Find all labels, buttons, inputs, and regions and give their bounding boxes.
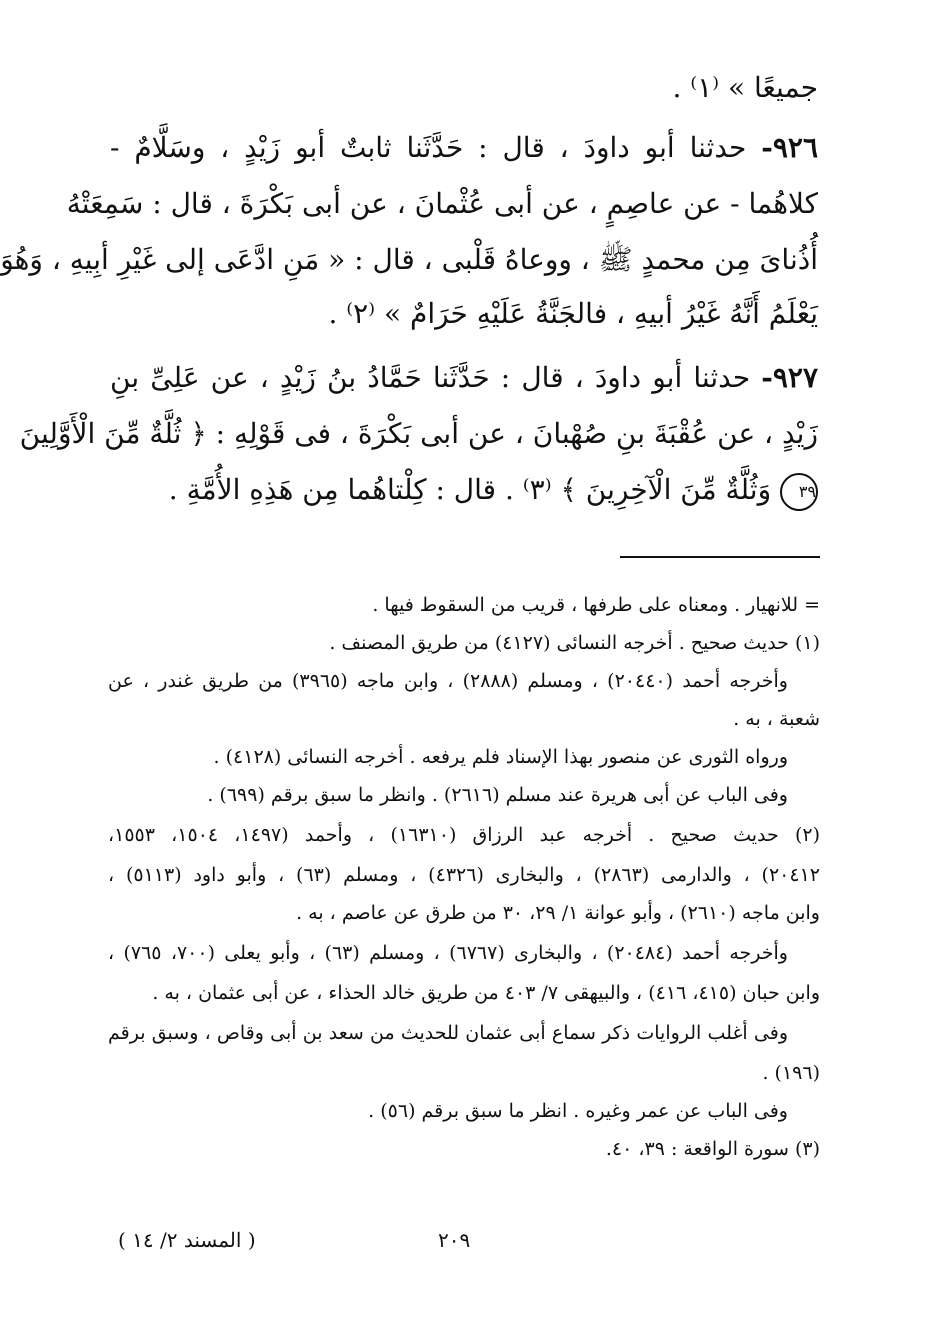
- hadith-926-text-1: حدثنا أبو داودَ ، قال : حَدَّثَنا ثابتٌ أبو زَيْدٍ ، وسَلَّامٌ -: [110, 131, 747, 164]
- hadith-927-number: ٩٢٧-: [761, 361, 818, 394]
- footnote-line: وأخرجه أحمد (٢٠٤٨٤) ، والبخارى (٦٧٦٧) ، ومسلم (٦٣) ، وأبو يعلى (٧٠٠، ٧٦٥) ،: [108, 942, 788, 964]
- footnote-line: = للانهيار . ومعناه على طرفها ، قريب من السقوط فيها .: [372, 594, 820, 616]
- main-line-0: جميعًا » ⁽١⁾ .: [672, 71, 818, 104]
- hadith-927-line-1: [110, 358, 818, 398]
- footnote-line: (١٩٦) .: [762, 1062, 820, 1084]
- footnote-line: ٢٠٤١٢) ، والدارمى (٢٨٦٣) ، والبخارى (٤٣٢٦) ، ومسلم (٦٣) ، وأبو داود (٥١١٣) ،: [108, 864, 820, 886]
- hadith-926-line-3: أُذُناىَ مِن محمدٍ ﷺ ، ووعاهُ قَلْبى ، قال : « مَنِ ادَّعَى إلى غَيْرِ أبِيهِ ، وَهُوَ: [0, 243, 818, 276]
- footnote-line: شعبة ، به .: [733, 708, 820, 730]
- footnote-line: وابن ماجه (٢٦١٠) ، وأبو عوانة ١/ ٢٩، ٣٠ من طرق عن عاصم ، به .: [296, 902, 820, 924]
- footnote-line: وابن حبان (٤١٥، ٤١٦) ، والبيهقى ٧/ ٤٠٣ من طريق خالد الحذاء ، عن أبى عثمان ، به .: [152, 982, 820, 1004]
- hadith-927-text-1: حدثنا أبو داودَ ، قال : حَدَّثَنا حَمَّادُ بنُ زَيْدٍ ، عن عَلِىِّ بنِ: [110, 361, 751, 394]
- volume-mark: ( المسند ٢/ ١٤ ): [118, 1228, 256, 1252]
- hadith-926-line-2: كلاهُما - عن عاصِمٍ ، عن أبى عُثْمانَ ، عن أبى بَكْرَةَ ، قال : سَمِعَتْهُ: [66, 187, 818, 220]
- footnote-line: (١) حديث صحيح . أخرجه النسائى (٤١٢٧) من طريق المصنف .: [329, 632, 820, 654]
- footnote-line: وفى أغلب الروايات ذكر سماع أبى عثمان للحديث من سعد بن أبى وقاص ، وسبق برقم: [108, 1022, 788, 1044]
- hadith-926-number: ٩٢٦-: [761, 131, 818, 164]
- page-number: ٢٠٩: [438, 1228, 471, 1252]
- footnote-separator: [620, 556, 820, 558]
- footnote-line: وفى الباب عن عمر وغيره . انظر ما سبق برقم (٥٦) .: [368, 1100, 788, 1122]
- verse-number-ornament: ٣٩: [780, 473, 818, 511]
- hadith-927-text-3: وَثُلَّةٌ مِّنَ الْآخِرِينَ ﴾ ⁽٣⁾ . قال : كِلْتاهُما مِن هَذِهِ الأُمَّةِ .: [168, 473, 772, 506]
- hadith-927-line-2: زَيْدٍ ، عن عُقْبَةَ بنِ صُهْبانَ ، عن أبى بَكْرَةَ ، فى قَوْلِهِ : ﴿ ثُلَّةٌ مِّنَ الْأَوَّلِينَ: [19, 417, 818, 450]
- hadith-926-line-4: يَعْلَمُ أَنَّهُ غَيْرُ أبيهِ ، فالجَنَّةُ عَلَيْهِ حَرَامٌ » ⁽٢⁾ .: [328, 297, 818, 330]
- hadith-926-line-1: [110, 128, 818, 168]
- footnote-line: (٣) سورة الواقعة : ٣٩، ٤٠.: [605, 1138, 820, 1160]
- footnote-line: وأخرجه أحمد (٢٠٤٤٠) ، ومسلم (٢٨٨٨) ، وابن ماجه (٣٩٦٥) من طريق غندر ، عن: [108, 670, 788, 692]
- footnote-line: ورواه الثورى عن منصور بهذا الإسناد فلم يرفعه . أخرجه النسائى (٤١٢٨) .: [213, 746, 788, 768]
- footnote-line: وفى الباب عن أبى هريرة عند مسلم (٢٦١٦) . وانظر ما سبق برقم (٦٩٩) .: [207, 784, 788, 806]
- footnote-line: (٢) حديث صحيح . أخرجه عبد الرزاق (١٦٣١٠) ، وأحمد (١٤٩٧، ١٥٠٤، ١٥٥٣،: [108, 824, 820, 846]
- hadith-927-line-3: [110, 470, 818, 511]
